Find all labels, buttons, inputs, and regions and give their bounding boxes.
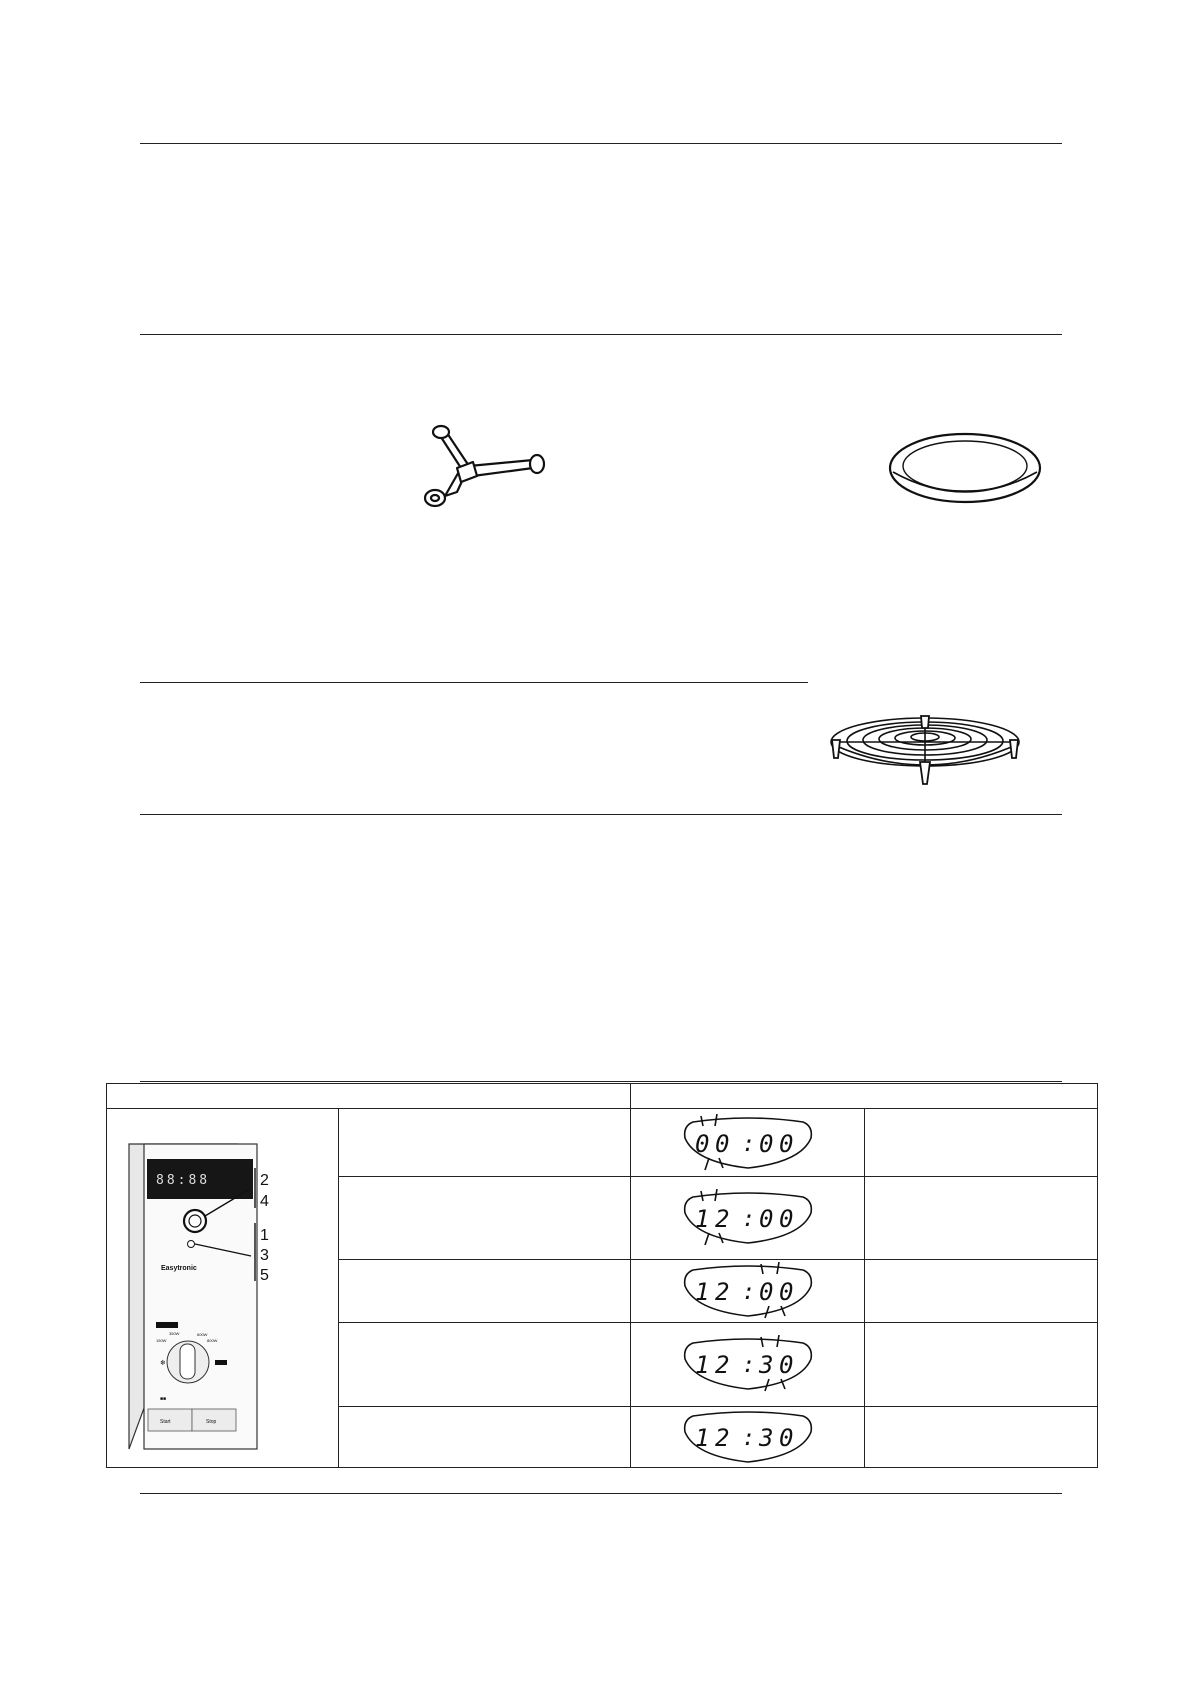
step-note-2: [865, 1177, 1098, 1260]
lcd-display-step-2: [681, 1189, 815, 1247]
display-digit: 3: [758, 1351, 773, 1380]
display-digit: 2: [714, 1351, 729, 1380]
callout-number: 2: [260, 1172, 269, 1189]
section-rule-3: [140, 682, 808, 683]
roller-support-illustration: [415, 420, 551, 510]
step-instruction-1: [339, 1109, 631, 1177]
dial-label: 350W: [169, 1331, 180, 1336]
display-colon: :: [741, 1279, 755, 1305]
section-rule-4: [140, 814, 1062, 815]
step-note-1: [865, 1109, 1098, 1177]
step-instruction-5: [339, 1406, 631, 1467]
display-digit: 0: [778, 1423, 793, 1452]
step-display-cell-5: [631, 1406, 865, 1467]
display-digit: 0: [778, 1277, 793, 1306]
display-digit: 0: [778, 1129, 793, 1158]
callout-number: 1: [260, 1227, 269, 1244]
step-display-cell-1: [631, 1109, 865, 1177]
control-panel-cell: [107, 1109, 339, 1468]
display-digit: 0: [778, 1351, 793, 1380]
step-instruction-3: [339, 1260, 631, 1322]
table-row: [107, 1109, 1098, 1177]
control-panel-illustration: [107, 1109, 339, 1467]
display-digit: 2: [714, 1277, 729, 1306]
grill-badge: [215, 1360, 227, 1365]
step-note-4: [865, 1322, 1098, 1406]
defrost-icon: ❄: [160, 1359, 166, 1367]
section-rule-5: [140, 1081, 1062, 1082]
start-button-label: Start: [160, 1419, 171, 1425]
clock-button[interactable]: [188, 1241, 195, 1248]
lcd-display-step-4: [681, 1335, 815, 1393]
step-display-cell-3: [631, 1260, 865, 1322]
display-colon: :: [741, 1353, 755, 1379]
callout-number: 4: [260, 1193, 269, 1210]
section-rule-1: [140, 143, 1062, 144]
dial-label: 800W: [207, 1338, 218, 1343]
display-digit: 1: [694, 1423, 709, 1452]
step-display-cell-4: [631, 1322, 865, 1406]
grill-rack-illustration: [820, 702, 1030, 788]
section-rule-6: [140, 1493, 1062, 1494]
header-cell-instructions: [107, 1084, 631, 1109]
display-digit: 3: [758, 1423, 773, 1452]
lcd-display-step-3: [681, 1262, 815, 1320]
dial-grip: [180, 1344, 195, 1379]
dial-label: 600W: [197, 1332, 208, 1337]
display-digit: 1: [694, 1277, 709, 1306]
control-knob[interactable]: [184, 1210, 206, 1232]
stop-button-label: Stop: [206, 1419, 217, 1425]
step-note-3: [865, 1260, 1098, 1322]
callout-number: 5: [260, 1267, 269, 1284]
table-header-row: [107, 1084, 1098, 1109]
display-colon: :: [741, 1425, 755, 1451]
function-badge: [156, 1322, 178, 1328]
step-display-cell-2: [631, 1177, 865, 1260]
step-note-5: [865, 1406, 1098, 1467]
lcd-display-step-1: [681, 1114, 815, 1172]
dial-label: 150W: [156, 1338, 167, 1343]
step-instruction-2: [339, 1177, 631, 1260]
display-digit: 2: [714, 1423, 729, 1452]
display-digit: 1: [694, 1205, 709, 1234]
clock-setting-table: [106, 1083, 1098, 1468]
section-rule-2: [140, 334, 1062, 335]
display-digit: 0: [714, 1129, 729, 1158]
display-digit: 0: [778, 1205, 793, 1234]
display-digit: 0: [758, 1205, 773, 1234]
display-digit: 0: [758, 1129, 773, 1158]
header-cell-display: [631, 1084, 1098, 1109]
display-digit: 1: [694, 1351, 709, 1380]
panel-display-text: 88:88: [156, 1173, 211, 1188]
step-instruction-4: [339, 1322, 631, 1406]
display-digit: 0: [758, 1277, 773, 1306]
panel-small-label: ■■: [160, 1396, 167, 1402]
display-digit: 2: [714, 1205, 729, 1234]
display-colon: :: [741, 1131, 755, 1157]
callout-number: 3: [260, 1247, 269, 1264]
brand-label: Easytronic: [161, 1265, 197, 1272]
display-colon: :: [741, 1207, 755, 1233]
lcd-display-step-5: [681, 1408, 815, 1466]
glass-turntable-illustration: [885, 428, 1045, 508]
display-digit: 0: [694, 1129, 709, 1158]
